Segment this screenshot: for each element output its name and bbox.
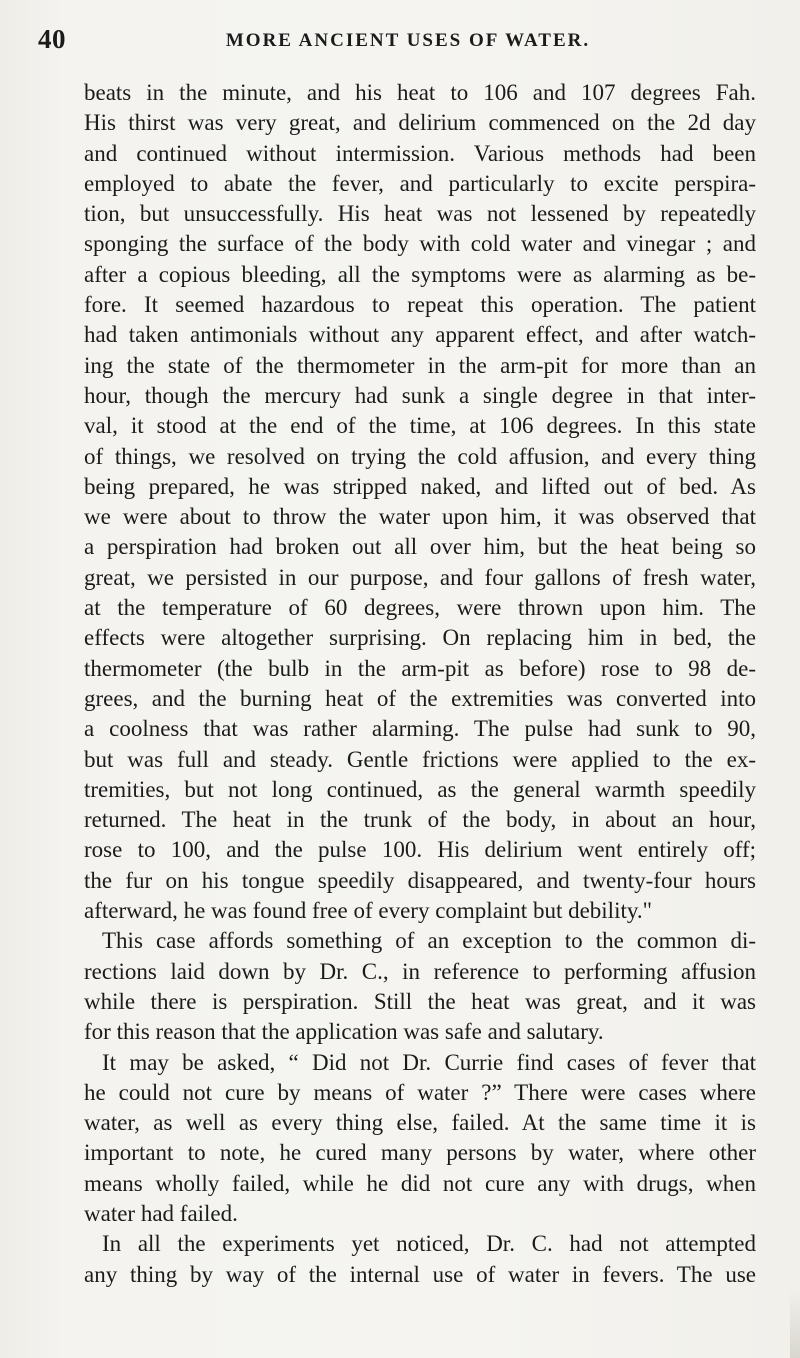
text-line: His thirst was very great, and delirium commenced on the 2d day bbox=[84, 110, 756, 136]
text-line: beats in the minute, and his heat to 106 and 107 degrees Fah. bbox=[84, 80, 756, 105]
text-line: tion, but unsuccessfully. His heat was not lessened by repeatedly bbox=[84, 201, 756, 227]
page-number: 40 bbox=[38, 24, 66, 54]
text-line: a coolness that was rather alarming. The pulse had sunk to 90, bbox=[84, 716, 756, 742]
text-line: water had failed. bbox=[84, 1200, 238, 1226]
text-line: he could not cure by means of water ?” There were cases where bbox=[84, 1079, 756, 1105]
text-line: ing the state of the thermometer in the arm-pit for more than an bbox=[84, 352, 756, 378]
text-line: great, we persisted in our purpose, and four gallons of fresh water, bbox=[84, 564, 756, 590]
text-line: val, it stood at the end of the time, at 106 degrees. In this state bbox=[84, 413, 756, 439]
text-line: of things, we resolved on trying the cold affusion, and every thing bbox=[84, 443, 756, 469]
text-line: rections laid down by Dr. C., in reference to performing affusion bbox=[84, 958, 756, 984]
text-line: fore. It seemed hazardous to repeat this operation. The patient bbox=[84, 292, 756, 318]
text-line: thermometer (the bulb in the arm-pit as before) rose to 98 de- bbox=[84, 655, 756, 681]
text-line: It may be asked, “ Did not Dr. Currie find cases of fever that bbox=[102, 1049, 756, 1075]
text-line: after a copious bleeding, all the symptoms were as alarming as be- bbox=[84, 261, 756, 287]
text-line: for this reason that the application was safe and salutary. bbox=[84, 1019, 604, 1045]
text-line: while there is perspiration. Still the heat was great, and it was bbox=[84, 988, 756, 1014]
text-line: rose to 100, and the pulse 100. His delirium went entirely off; bbox=[84, 837, 756, 863]
text-line: at the temperature of 60 degrees, were thrown upon him. The bbox=[84, 595, 756, 621]
text-line: grees, and the burning heat of the extremities was converted into bbox=[84, 685, 756, 711]
running-head bbox=[38, 20, 778, 60]
text-line: a perspiration had broken out all over him, but the heat being so bbox=[84, 534, 756, 560]
text-line: tremities, but not long continued, as the general warmth speedily bbox=[84, 776, 756, 802]
text-line: employed to abate the fever, and particularly to excite perspira- bbox=[84, 170, 756, 196]
text-line: means wholly failed, while he did not cure any with drugs, when bbox=[84, 1170, 756, 1196]
text-line: returned. The heat in the trunk of the body, in about an hour, bbox=[84, 807, 756, 833]
text-line: important to note, he cured many persons by water, where other bbox=[84, 1140, 756, 1166]
text-line: and continued without intermission. Various methods had been bbox=[84, 140, 756, 166]
text-line: had taken antimonials without any apparent effect, and after watch- bbox=[84, 322, 756, 348]
text-line: we were about to throw the water upon him, it was observed that bbox=[84, 504, 756, 530]
text-line: effects were altogether surprising. On replacing him in bed, the bbox=[84, 625, 756, 651]
text-line: the fur on his tongue speedily disappeared, and twenty-four hours bbox=[84, 867, 756, 893]
text-line: but was full and steady. Gentle frictions were applied to the ex- bbox=[84, 746, 756, 772]
text-line: being prepared, he was stripped naked, and lifted out of bed. As bbox=[84, 473, 756, 499]
body-text bbox=[84, 78, 756, 1290]
text-line: water, as well as every thing else, failed. At the same time it is bbox=[84, 1110, 756, 1136]
running-title: MORE ANCIENT USES OF WATER. bbox=[225, 30, 591, 51]
text-line: This case affords something of an exception to the common di- bbox=[102, 928, 756, 954]
text-line: afterward, he was found free of every complaint but debility." bbox=[84, 898, 652, 924]
page-edge-shadow bbox=[790, 1290, 800, 1358]
text-line: any thing by way of the internal use of water in fevers. The use bbox=[84, 1261, 756, 1287]
text-line: hour, though the mercury had sunk a single degree in that inter- bbox=[84, 382, 756, 408]
text-line: sponging the surface of the body with cold water and vinegar ; and bbox=[84, 231, 756, 257]
text-line: In all the experiments yet noticed, Dr. C. had not attempted bbox=[102, 1231, 756, 1257]
